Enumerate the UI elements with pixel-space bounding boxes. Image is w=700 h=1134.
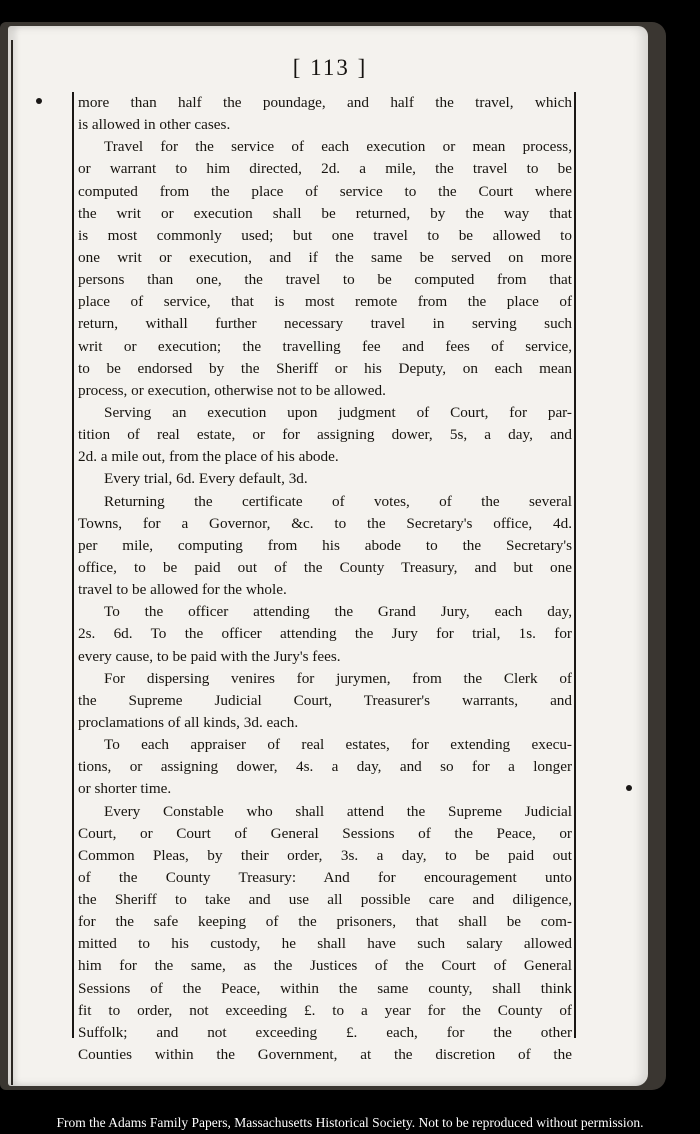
text-line: of the County Treasury: And for encouragement unto xyxy=(78,868,572,886)
margin-ink-dot xyxy=(36,98,42,104)
text-line: tions, or assigning dower, 4s. a day, and so for a longer xyxy=(78,758,572,776)
text-line: per mile, computing from his abode to the Secretary's xyxy=(78,536,572,554)
text-line: persons than one, the travel to be computed from that xyxy=(78,271,572,289)
text-line: writ or execution; the travelling fee and fees of service, xyxy=(78,337,572,355)
text-line: Returning the certificate of votes, of the several xyxy=(104,492,572,510)
page-number-header: [ 113 ] xyxy=(292,55,368,80)
text-line: To the officer attending the Grand Jury, each day, xyxy=(104,603,572,621)
text-line: every cause, to be paid with the Jury's fees. xyxy=(78,647,341,665)
text-line: Serving an execution upon judgment of Court, for par- xyxy=(104,403,572,421)
text-line: Travel for the service of each execution or mean process, xyxy=(104,138,572,156)
margin-ink-dot xyxy=(626,785,632,791)
text-line: Court, or Court of General Sessions of the Peace, or xyxy=(78,824,572,842)
page-gutter-line xyxy=(11,40,13,1085)
text-line: To each appraiser of real estates, for extending execu- xyxy=(104,736,572,754)
text-line: or warrant to him directed, 2d. a mile, the travel to be xyxy=(78,160,572,178)
text-line: process, or execution, otherwise not to be allowed. xyxy=(78,381,386,399)
text-line: Sessions of the Peace, within the same county, shall think xyxy=(78,979,572,997)
text-line: Common Pleas, by their order, 3s. a day, to be paid out xyxy=(78,846,572,864)
text-line: is most commonly used; but one travel to be allowed to xyxy=(78,226,572,244)
page-text-block xyxy=(78,92,572,1066)
text-line: Suffolk; and not exceeding £. each, for the other xyxy=(78,1023,572,1041)
text-line: return, withall further necessary travel in serving such xyxy=(78,315,572,333)
text-line: fit to order, not exceeding £. to a year for the County of xyxy=(78,1001,572,1019)
text-line: Towns, for a Governor, &c. to the Secretary's office, 4d. xyxy=(78,514,572,532)
text-line: tition of real estate, or for assigning dower, 5s, a day, and xyxy=(78,426,572,444)
text-line: Every Constable who shall attend the Supreme Judicial xyxy=(104,802,572,820)
text-line: or shorter time. xyxy=(78,780,172,798)
text-line: 2s. 6d. To the officer attending the Jury for trial, 1s. for xyxy=(78,625,572,643)
text-line: computed from the place of service to the Court where xyxy=(78,182,572,200)
text-line: the Supreme Judicial Court, Treasurer's warrants, and xyxy=(78,691,572,709)
text-line: proclamations of all kinds, 3d. each. xyxy=(78,713,299,731)
text-line: the writ or execution shall be returned, by the way that xyxy=(78,204,572,222)
text-line: one writ or execution, and if the same be served on more xyxy=(78,248,572,266)
text-line: him for the same, as the Justices of the Court of General xyxy=(78,957,572,975)
text-line: Counties within the Government, at the discretion of the xyxy=(78,1046,572,1064)
text-line: is allowed in other cases. xyxy=(78,116,231,134)
archive-caption: From the Adams Family Papers, Massachusetts Historical Society. Not to be reproduced without permission. xyxy=(56,1115,644,1130)
text-line: to be endorsed by the Sheriff or his Deputy, on each mean xyxy=(78,359,572,377)
text-line: office, to be paid out of the County Treasury, and but one xyxy=(78,558,572,576)
text-line: for the safe keeping of the prisoners, that shall be com- xyxy=(78,913,572,931)
text-line: travel to be allowed for the whole. xyxy=(78,581,287,599)
text-line: mitted to his custody, he shall have such salary allowed xyxy=(78,935,572,953)
text-line: the Sheriff to take and use all possible care and diligence, xyxy=(78,891,572,909)
text-line: place of service, that is most remote from the place of xyxy=(78,293,572,311)
text-line: more than half the poundage, and half the travel, which xyxy=(78,94,572,111)
text-line: Every trial, 6d. Every default, 3d. xyxy=(104,470,308,488)
text-line: For dispersing venires for jurymen, from the Clerk of xyxy=(104,669,572,687)
text-line: 2d. a mile out, from the place of his abode. xyxy=(78,448,339,466)
